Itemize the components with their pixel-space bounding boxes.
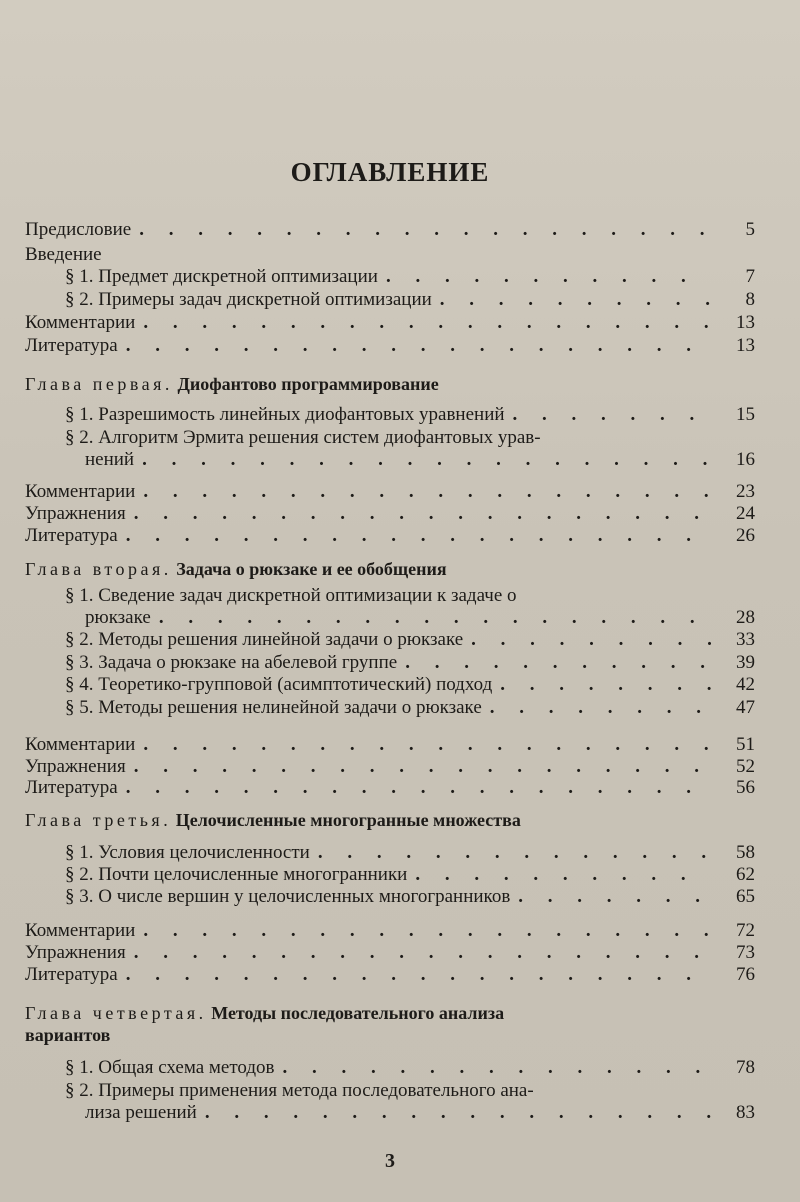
entry-page: 15 [736, 404, 755, 425]
dot-leader [143, 734, 711, 756]
entry-label: § 5. Методы решения нелинейной задачи о рюкзаке [65, 697, 482, 718]
chapter-title-cont: вариантов [25, 1025, 111, 1045]
entry-label: § 3. О числе вершин у целочисленных многогранников [65, 886, 511, 907]
entry-label: § 1. Общая схема методов [65, 1057, 275, 1078]
toc-entry [65, 629, 755, 651]
toc-entry [65, 1057, 755, 1079]
entry-label: § 2. Почти целочисленные многогранники [65, 864, 408, 885]
dot-leader [134, 503, 711, 525]
chapter-title: Диофантово программирование [177, 374, 439, 394]
entry-label: Литература [25, 335, 118, 356]
dot-leader [159, 607, 711, 629]
page-number: 3 [385, 1150, 395, 1172]
dot-leader [205, 1102, 711, 1124]
chapter-title: Задача о рюкзаке и ее обобщения [176, 559, 447, 579]
entry-label-cont: рюкзаке [85, 607, 151, 628]
dot-leader [490, 697, 711, 719]
toc-entry [65, 1080, 755, 1124]
entry-page: 26 [736, 525, 755, 546]
entry-page: 16 [736, 449, 755, 470]
dot-leader [134, 756, 711, 778]
dot-leader [500, 674, 711, 696]
entry-page: 52 [736, 756, 755, 777]
toc-entry [65, 289, 755, 311]
entry-page: 76 [736, 964, 755, 985]
entry-page: 56 [736, 777, 755, 798]
toc-entry [25, 942, 755, 964]
entry-label: § 2. Методы решения линейной задачи о рюкзаке [65, 629, 464, 650]
entry-label: Комментарии [25, 734, 136, 755]
entry-label: § 3. Задача о рюкзаке на абелевой группе [65, 652, 398, 673]
dot-leader [139, 219, 711, 241]
dot-leader [126, 777, 711, 799]
toc-entry [25, 920, 755, 942]
entry-label: Упражнения [25, 942, 126, 963]
toc-entry [65, 697, 755, 719]
toc-entry [65, 864, 755, 886]
entry-label: Введение [25, 244, 102, 265]
entry-page: 47 [736, 697, 755, 718]
dot-leader [143, 312, 711, 334]
dot-leader [126, 964, 711, 986]
dot-leader [405, 652, 711, 674]
chapter-title: Методы последовательного анализа [211, 1003, 505, 1023]
chapter-number: Глава вторая. [25, 559, 172, 579]
entry-page: 65 [736, 886, 755, 907]
entry-label: § 2. Примеры задач дискретной оптимизации [65, 289, 432, 310]
chapter-heading [25, 558, 755, 580]
dot-leader [415, 864, 711, 886]
entry-page: 33 [736, 629, 755, 650]
entry-label: § 2. Алгоритм Эрмита решения систем диофантовых урав- [65, 427, 541, 448]
toc-entry [65, 585, 755, 629]
toc-entry [65, 674, 755, 696]
entry-page: 51 [736, 734, 755, 755]
dot-leader [518, 886, 711, 908]
entry-page: 28 [736, 607, 755, 628]
toc-entry [65, 404, 755, 426]
entry-page: 83 [736, 1102, 755, 1123]
entry-label: Литература [25, 525, 118, 546]
chapter-heading [25, 1002, 755, 1046]
entry-label: Упражнения [25, 756, 126, 777]
entry-page: 24 [736, 503, 755, 524]
chapter-heading [25, 373, 755, 395]
chapter-title: Целочисленные многогранные множества [175, 810, 521, 830]
entry-label: Комментарии [25, 920, 136, 941]
toc-entry [25, 734, 755, 756]
toc-entry [25, 335, 755, 357]
page-title: ОГЛАВЛЕНИЕ [290, 157, 490, 187]
entry-label-cont: лиза решений [85, 1102, 197, 1123]
entry-label: § 4. Теоретико-групповой (асимптотический) подход [65, 674, 493, 695]
dot-leader [126, 335, 711, 357]
entry-label: Предисловие [25, 219, 132, 240]
entry-label: Комментарии [25, 312, 136, 333]
entry-page: 58 [736, 842, 755, 863]
toc-entry [25, 219, 755, 241]
entry-label: § 2. Примеры применения метода последовательного ана- [65, 1080, 534, 1101]
toc-entry [25, 503, 755, 525]
toc-entry [65, 886, 755, 908]
toc-entry [65, 652, 755, 674]
dot-leader [471, 629, 711, 651]
entry-page: 72 [736, 920, 755, 941]
entry-page: 62 [736, 864, 755, 885]
toc-entry [25, 525, 755, 547]
chapter-heading [25, 809, 755, 831]
entry-page: 13 [736, 335, 755, 356]
entry-label: Комментарии [25, 481, 136, 502]
toc-entry [25, 964, 755, 986]
entry-page: 39 [736, 652, 755, 673]
toc-entry [25, 312, 755, 334]
toc-entry [65, 842, 755, 864]
dot-leader [142, 449, 711, 471]
dot-leader [143, 920, 711, 942]
dot-leader [134, 942, 711, 964]
entry-page: 13 [736, 312, 755, 333]
toc-entry [65, 266, 755, 288]
toc-entry [25, 777, 755, 799]
toc-entry [25, 244, 755, 266]
dot-leader [126, 525, 711, 547]
dot-leader [513, 404, 711, 426]
entry-page: 5 [745, 219, 755, 240]
entry-label: § 1. Сведение задач дискретной оптимизации к задаче о [65, 585, 517, 606]
entry-label-cont: нений [85, 449, 135, 470]
dot-leader [440, 289, 711, 311]
chapter-number: Глава первая. [25, 374, 173, 394]
entry-page: 42 [736, 674, 755, 695]
entry-label: Литература [25, 964, 118, 985]
toc-entry [25, 756, 755, 778]
entry-page: 7 [745, 266, 755, 287]
entry-page: 78 [736, 1057, 755, 1078]
entry-label: § 1. Разрешимость линейных диофантовых уравнений [65, 404, 505, 425]
entry-page: 23 [736, 481, 755, 502]
entry-label: § 1. Предмет дискретной оптимизации [65, 266, 378, 287]
dot-leader [143, 481, 711, 503]
chapter-number: Глава четвертая. [25, 1003, 207, 1023]
entry-label: § 1. Условия целочисленности [65, 842, 310, 863]
dot-leader [318, 842, 711, 864]
chapter-number: Глава третья. [25, 810, 172, 830]
toc-entry [65, 427, 755, 471]
dot-leader [386, 266, 711, 288]
entry-page: 8 [745, 289, 755, 310]
dot-leader [283, 1057, 711, 1079]
entry-label: Упражнения [25, 503, 126, 524]
entry-label: Литература [25, 777, 118, 798]
entry-page: 73 [736, 942, 755, 963]
toc-entry [25, 481, 755, 503]
